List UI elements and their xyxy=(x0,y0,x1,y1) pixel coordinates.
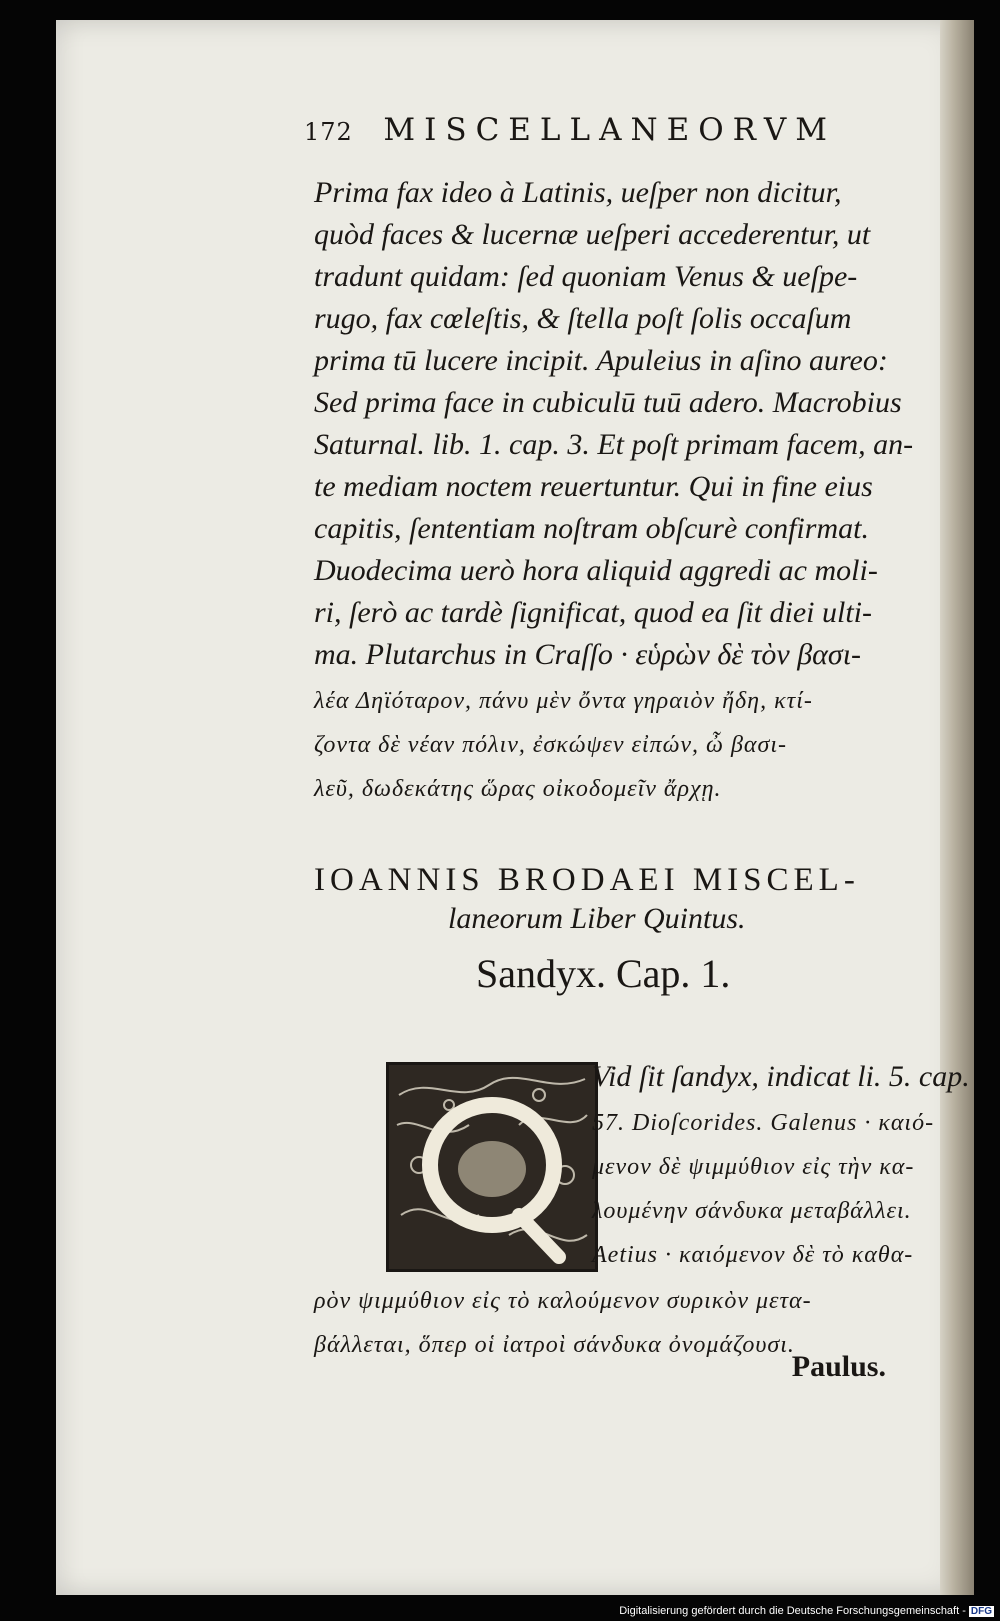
text-line: te mediam noctem reuertuntur. Qui in fine eius xyxy=(314,470,873,503)
catchword: Paulus. xyxy=(791,1350,886,1383)
text-line: Vid ſit ſandyx, indicat li. 5. cap. xyxy=(592,1060,970,1093)
funding-footer xyxy=(619,1605,994,1617)
page-header xyxy=(304,112,954,148)
text-line: Duodecima uerò hora aliquid aggredi ac moli- xyxy=(314,554,878,587)
page-number: 172 xyxy=(304,118,353,146)
text-line: Saturnal. lib. 1. cap. 3. Et poſt primam facem, an- xyxy=(314,428,914,461)
book-subtitle: laneorum Liber Quintus. xyxy=(448,902,746,935)
greek-line: ζοντα δὲ νέαν πόλιν, ἐσκώψεν εἰπών, ὦ βασι- xyxy=(314,732,788,758)
text-line: Prima fax ideo à Latinis, ueſper non dicitur, xyxy=(314,176,842,209)
book-page xyxy=(56,20,974,1595)
text-line: quòd faces & lucernæ ueſperi accederentur, ut xyxy=(314,218,871,251)
book-title: IOANNIS BRODAEI MISCEL- xyxy=(314,862,860,898)
text-line: ri, ſerò ac tardè ſignificat, quod ea ſit diei ulti- xyxy=(314,596,872,629)
text-line: ma. Plutarchus in Craſſo · εὑρὼν δὲ τὸν βασι- xyxy=(314,638,862,671)
text-line: rugo, fax cœleſtis, & ſtella poſt ſolis occaſum xyxy=(314,302,852,335)
dfg-logo: DFG xyxy=(970,1606,992,1617)
greek-line: μενον δὲ ψιμμύθιον εἰς τὴν κα- xyxy=(592,1154,915,1180)
decorated-initial xyxy=(386,1062,598,1272)
text-line: Sed prima face in cubiculū tuū adero. Macrobius xyxy=(314,386,902,419)
chapter-heading: Sandyx. Cap. 1. xyxy=(476,951,731,996)
running-head: MISCELLANEORVM xyxy=(383,112,837,148)
greek-line: λεῦ, δωδεκάτης ὥρας οἰκοδομεῖν ἄρχῃ. xyxy=(314,776,722,802)
text-line: tradunt quidam: ſed quoniam Venus & ueſpe- xyxy=(314,260,858,293)
footer-text: Digitalisierung gefördert durch die Deutsche Forschungsgemeinschaft - xyxy=(619,1605,966,1617)
greek-line: Aetius · καιόμενον δὲ τὸ καθα- xyxy=(592,1242,914,1268)
greek-line: ρὸν ψιμμύθιον εἰς τὸ καλούμενον συρικὸν μετα- xyxy=(314,1288,812,1314)
greek-line: 57. Dioſcorides. Galenus · καιό- xyxy=(592,1110,935,1136)
greek-line: λέα Δηϊόταρον, πάνυ μὲν ὄντα γηραιὸν ἤδη, κτί- xyxy=(314,688,813,714)
text-line: prima tū lucere incipit. Apuleius in aſino aureo: xyxy=(314,344,888,377)
greek-line: λουμένην σάνδυκα μεταβάλλει. xyxy=(592,1198,912,1224)
greek-line: βάλλεται, ὅπερ οἱ ἰατροὶ σάνδυκα ὀνομάζουσι. xyxy=(314,1332,795,1358)
decorated-initial-artwork xyxy=(389,1065,595,1269)
text-line: capitis, ſententiam noſtram obſcurè confirmat. xyxy=(314,512,869,545)
